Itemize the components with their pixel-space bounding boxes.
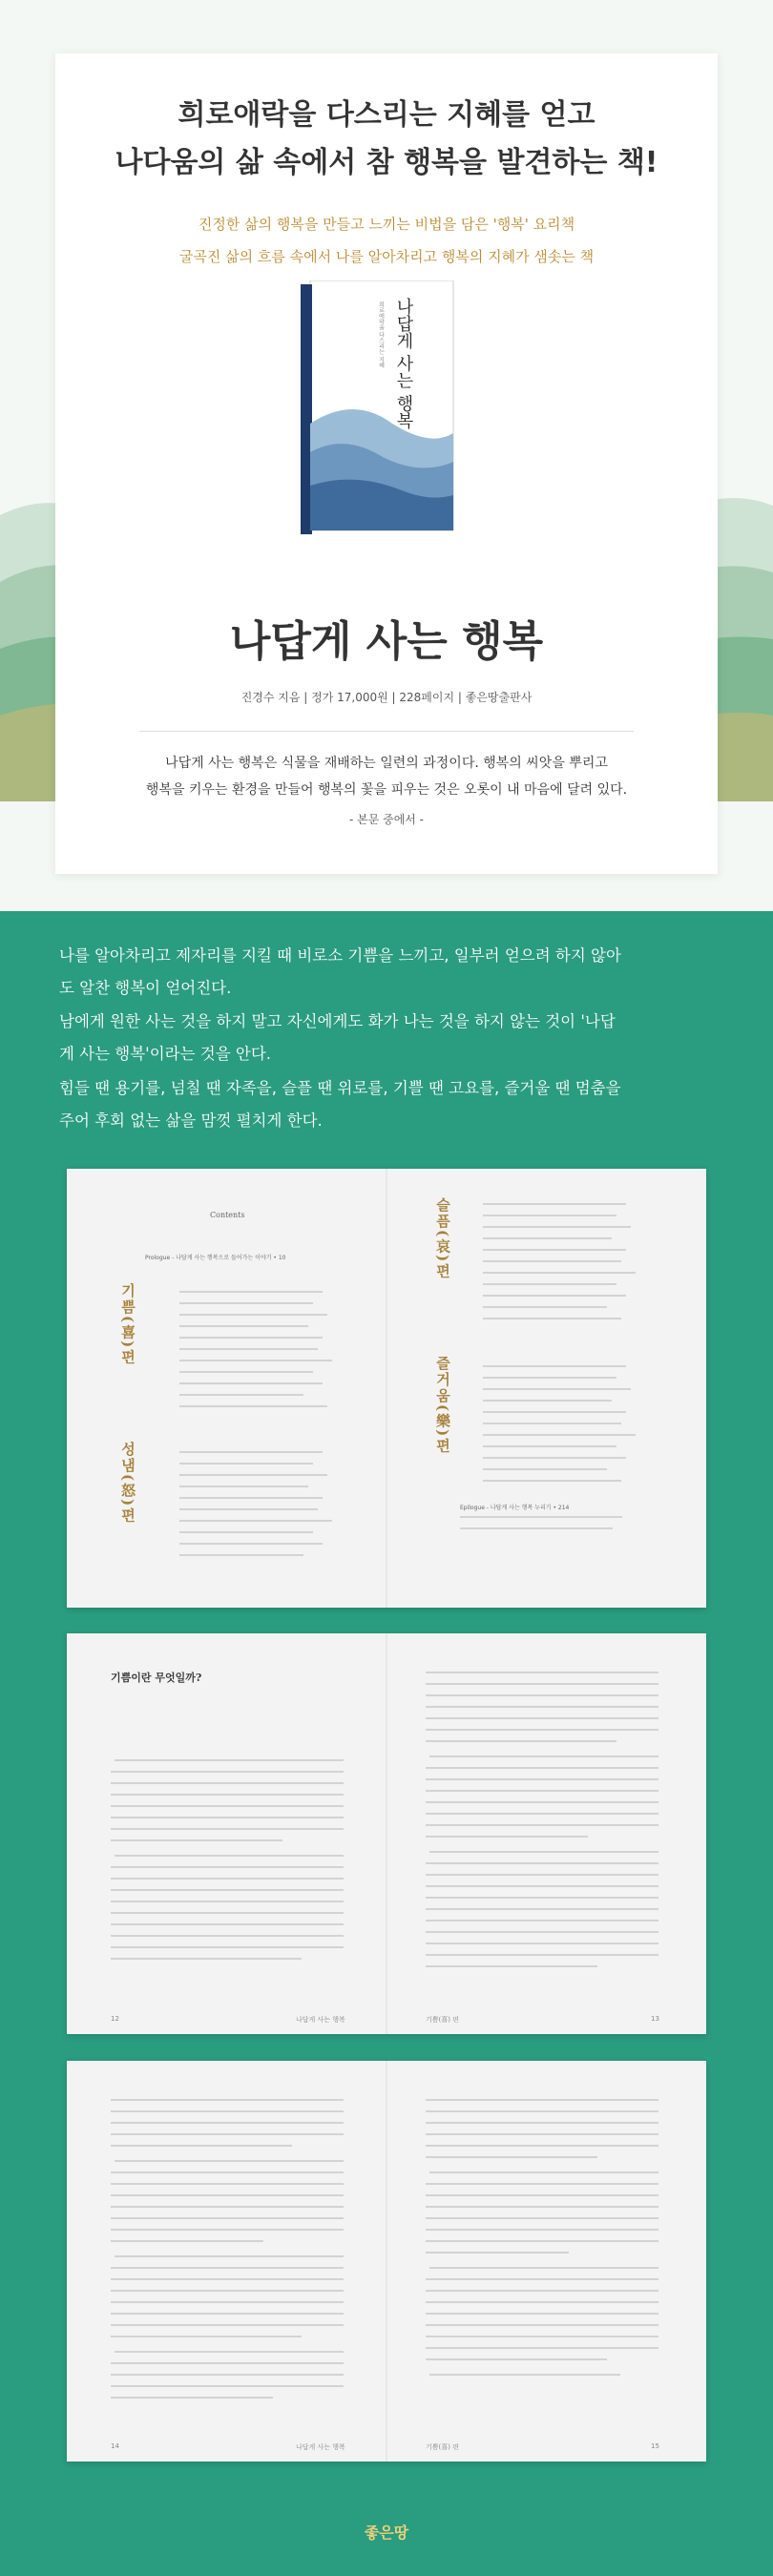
spread-2-left-footer: 나답게 사는 행복 xyxy=(296,2443,345,2451)
spread-2-right-page xyxy=(387,2061,707,2462)
spread-2-right-footer: 기쁨(喜) 편 xyxy=(426,2443,459,2451)
spread-2-left-page xyxy=(67,2061,386,2462)
book-spread-1 xyxy=(67,1633,706,2034)
hero-card xyxy=(55,53,718,874)
paragraph-2-line-2: 게 사는 행복'이라는 것을 안다. xyxy=(59,1045,272,1063)
toc-right-page xyxy=(387,1169,707,1608)
spread-2-left-page-number: 14 xyxy=(111,2442,119,2450)
spread-1-chapter-title: 기쁨이란 무엇일까? xyxy=(111,1672,202,1684)
spread-1-left-page-number: 12 xyxy=(111,2015,119,2023)
paragraph-3 xyxy=(59,1072,714,1137)
toc-prologue: Prologue - 나답게 사는 행복으로 들어가는 이야기 • 10 xyxy=(145,1255,286,1261)
toc-chapter-pleasure: 즐거움(樂)편 xyxy=(434,1356,451,1455)
toc-heading: Contents xyxy=(210,1211,245,1219)
quote-source: - 본문 중에서 - xyxy=(348,813,425,826)
headline-line-1: 희로애락을 다스리는 지혜를 얻고 xyxy=(178,98,595,132)
publisher-logo: 좋은땅 xyxy=(364,2524,409,2542)
book-title: 나답게 사는 행복 xyxy=(229,617,544,666)
paragraph-2-line-1: 남에게 원한 사는 것을 하지 말고 자신에게도 화가 나는 것을 하지 않는 것이 '나답 xyxy=(59,1012,616,1030)
toc-epilogue: Epilogue - 나답게 사는 행복 누리기 • 214 xyxy=(460,1505,570,1511)
toc-left-page xyxy=(67,1169,386,1608)
book-spread-2 xyxy=(67,2061,706,2462)
subheadline-line-1: 진정한 삶의 행복을 만들고 느끼는 비법을 담은 '행복' 요리책 xyxy=(198,216,575,233)
subheadline-line-2: 굴곡진 삶의 흐름 속에서 나를 알아차리고 행복의 지혜가 샘솟는 책 xyxy=(178,248,595,265)
toc-chapter-anger: 성냄(怒)편 xyxy=(119,1442,136,1525)
paragraph-1 xyxy=(59,940,714,1005)
book-cover-subtitle: 희로애락을 다스리는 지혜 xyxy=(377,301,385,368)
spread-1-right-page-number: 13 xyxy=(651,2015,659,2023)
toc-spread xyxy=(67,1169,706,1608)
spread-1-left-page xyxy=(67,1633,386,2034)
book-cover-image xyxy=(297,280,469,536)
toc-chapter-sorrow: 슬픔(哀)편 xyxy=(434,1197,451,1280)
quote-line-1: 나답게 사는 행복은 식물을 재배하는 일련의 과정이다. 행복의 씨앗을 뿌리고 xyxy=(165,756,608,771)
spread-1-right-page xyxy=(387,1633,707,2034)
hero-section xyxy=(0,0,773,911)
divider xyxy=(139,731,634,732)
book-cover-title: 나답게 사는 행복 xyxy=(393,298,414,429)
paragraph-2 xyxy=(59,1006,714,1070)
headline-line-2: 나다움의 삶 속에서 참 행복을 발견하는 책! xyxy=(115,146,658,179)
book-info: 진경수 지음 | 정가 17,000원 | 228페이지 | 좋은땅출판사 xyxy=(240,691,533,704)
spread-2-right-page-number: 15 xyxy=(651,2442,659,2450)
book-quote xyxy=(113,750,660,803)
toc-chapter-joy: 기쁨(喜)편 xyxy=(119,1283,136,1366)
paragraph-3-line-1: 힘들 땐 용기를, 넘칠 땐 자족을, 슬플 땐 위로를, 기쁠 땐 고요를, 즐거울 땐 멈춤을 xyxy=(59,1079,621,1097)
paragraph-3-line-2: 주어 후회 없는 삶을 맘껏 펼치게 한다. xyxy=(59,1111,323,1130)
spread-1-right-footer: 기쁨(喜) 편 xyxy=(426,2016,459,2024)
paragraph-1-line-2: 도 알찬 행복이 얻어진다. xyxy=(59,979,232,997)
paragraph-1-line-1: 나를 알아차리고 제자리를 지킬 때 비로소 기쁨을 느끼고, 일부러 얻으려 하지 않아 xyxy=(59,946,621,965)
subheadline xyxy=(55,208,718,273)
headline xyxy=(55,92,718,187)
spread-1-left-footer: 나답게 사는 행복 xyxy=(296,2016,345,2024)
quote-line-2: 행복을 키우는 환경을 만들어 행복의 꽃을 피우는 것은 오롯이 내 마음에 달려 있다. xyxy=(145,782,628,798)
